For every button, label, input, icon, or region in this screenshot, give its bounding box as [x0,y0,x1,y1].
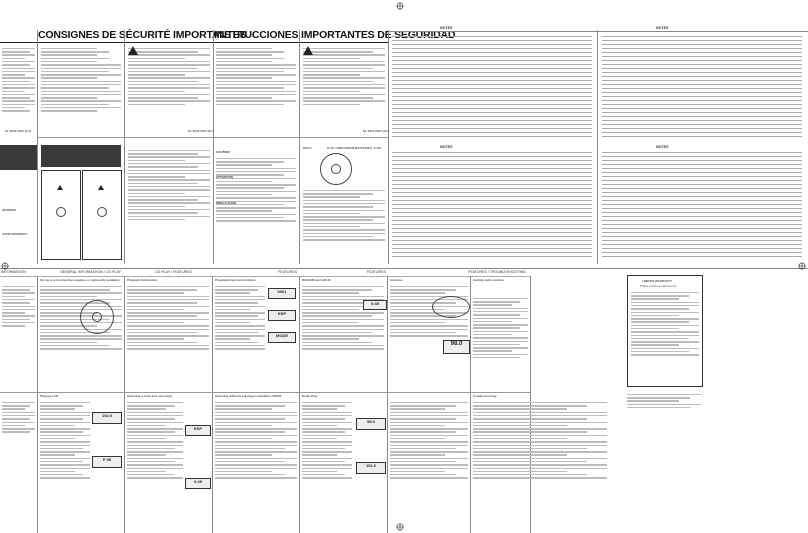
notes-line [392,112,592,113]
notes-line [602,128,802,129]
notes-line [392,88,592,89]
text-column-es-3 [216,156,296,260]
notes-line [392,208,592,209]
text-column-fr-3 [128,148,210,260]
mid-col-0 [2,284,35,384]
notes-line [602,92,802,93]
dark-panel-center [41,145,121,167]
diagram-label-hold: HOLD [303,146,312,150]
notes-line [392,68,592,69]
notes-line [392,204,592,205]
mid-subheader-5: Antenna [390,278,402,282]
warning-triangle-fr [128,46,138,55]
notes-line [602,64,802,65]
notes-label-2: NOTES [656,26,669,30]
warranty-subtitle: Philips Consumer Electronics [640,284,677,288]
notes-line [602,60,802,61]
dark-panel-left [0,145,37,170]
mid-subheader-4: RESUME and HOLD [302,278,331,282]
low-col-3 [215,400,297,525]
notes-line [392,132,592,133]
notes-line [602,76,802,77]
mid-subheader-2: Playback Information [127,278,158,282]
notes-line [392,252,592,253]
notes-line [602,116,802,117]
notes-line [602,208,802,209]
notes-line [602,188,802,189]
notes-line [392,156,592,157]
low-col-2 [127,400,183,525]
notes-line [392,84,592,85]
mid-subheader-3: Programming track numbers [215,278,257,282]
notes-line [602,252,802,253]
notes-line [602,168,802,169]
notes-line [392,104,592,105]
notes-line [602,96,802,97]
notes-line [602,80,802,81]
notes-line [602,48,802,49]
low-col-6 [473,400,607,525]
text-column-fr-1 [41,46,121,136]
caution-label: CAUTION [216,150,230,154]
low-subheader-2: Selecting a track and searching [127,394,173,398]
notes-line [392,200,592,201]
lcd-display-5: 98.0 [443,340,470,354]
notes-line [602,56,802,57]
divider-3 [213,30,214,264]
mid-subheader-1: On car use (connection supplies or optionally available) [40,278,120,282]
notes-label-1: NOTES [440,26,453,30]
notes-line [392,196,592,197]
text-column-es-1 [216,46,296,136]
notes-line [602,172,802,173]
title-french: CONSIGNES DE SÉCURITÉ IMPORTANTES [38,29,247,41]
notes-line [392,160,592,161]
notes-line [392,248,592,249]
notes-line [392,216,592,217]
divider-2 [124,30,125,264]
notes-line [392,220,592,221]
top-rule-right [388,31,808,32]
lcd-display-6: 102.0 [92,412,122,424]
notes-line [392,52,592,53]
low-subheader-4: Radio Play [302,394,318,398]
mid-header-4: FEATURES [278,270,297,274]
notes-line [602,84,802,85]
caution-triangle-2 [98,185,104,190]
notes-line [602,216,802,217]
mid-divider-5 [387,276,388,533]
mid-divider-4 [299,276,300,533]
notes-line [392,172,592,173]
warning-left: WARNING [2,208,17,212]
registration-mark-bottom [396,523,404,531]
notes-line [602,124,802,125]
notes-line [602,136,802,137]
notes-line [392,256,592,257]
low-col-5 [390,400,468,525]
notes-line [602,132,802,133]
notes-line [392,184,592,185]
notes-line [392,188,592,189]
notes-line [392,228,592,229]
warranty-footer-text [627,392,701,422]
notes-line [602,108,802,109]
notes-label-3: NOTES [440,145,453,149]
warranty-text [631,290,699,382]
low-subheader-5: Troubleshooting [473,394,497,398]
low-col-1 [40,400,90,525]
lcd-display-10: 102.0 [356,462,386,474]
notes-line [392,120,592,121]
notes-line [602,100,802,101]
notes-line [392,116,592,117]
notes-line [602,152,802,153]
notes-line [602,120,802,121]
notes-line [392,124,592,125]
divider-4 [299,30,300,264]
registration-mark-left [1,262,9,270]
notes-line [602,236,802,237]
notes-line [392,212,592,213]
notes-line [392,44,592,45]
text-column-es-4 [303,188,385,260]
notes-line [392,100,592,101]
notes-line [392,96,592,97]
notes-line [602,240,802,241]
divider-5 [388,30,389,264]
cd-player-spindle-1 [92,312,102,322]
notes-line [602,160,802,161]
text-column-es-2 [303,46,385,136]
mid-divider-3 [212,276,213,533]
notes-line [602,112,802,113]
notes-line [602,68,802,69]
low-subheader-3: Selecting different playing possibilities: MODE [215,394,282,398]
notes-line [392,108,592,109]
lcd-display-8: ESP [185,425,211,436]
notes-line [392,48,592,49]
notes-line [602,256,802,257]
low-subheader-1: Playing a CD [40,394,59,398]
mid-divider-6 [470,276,471,533]
notes-line [602,220,802,221]
notes-line [602,72,802,73]
mid-header-3: CD PLAY / FEATURES [155,270,192,274]
notes-line [392,236,592,237]
registration-mark-top [396,2,404,10]
notes-line [602,184,802,185]
mid-header-6: FEATURES / TROUBLESHOOTING [468,270,526,274]
notes-line [602,224,802,225]
notes-line [602,176,802,177]
warning-right: AVERTISSEMENT [2,232,28,236]
notes-line [392,240,592,241]
notes-line [602,44,802,45]
notes-line [392,72,592,73]
notes-line [392,92,592,93]
antenna-illustration [432,296,470,318]
lcd-display-2: ESP [268,310,296,321]
warning-triangle-es [303,46,313,55]
notes-line [392,76,592,77]
notes-line [602,156,802,157]
divider-1 [37,30,38,264]
low-band-rule [0,392,530,393]
notes-line [392,152,592,153]
notes-line [602,228,802,229]
cd-spindle [331,164,341,174]
lcd-display-1: 0001 [268,288,296,299]
notes-line [602,180,802,181]
notes-line [602,192,802,193]
mid-col-6 [473,296,528,386]
code-left: EL 2879 2000 (F)-9 [5,129,32,133]
mid-header-underline [0,276,530,277]
notes-line [602,40,802,41]
text-column-fr-2 [128,46,210,136]
mid-col-2 [127,284,209,384]
notes-line [602,200,802,201]
notes-line [392,128,592,129]
low-col-4 [302,400,352,525]
lcd-display-4: 0:45 [363,300,387,310]
notes-line [392,192,592,193]
warning-label-panel-1 [41,170,81,260]
notes-line [392,40,592,41]
diagram-label-batteries: BATTERIES / CAR [355,146,381,150]
code-french: EL 2879 2000 (F)-9 [188,129,215,133]
notes-line [392,180,592,181]
caution-triangle-1 [57,185,63,190]
mid-divider-1 [37,276,38,533]
text-column-0 [2,46,35,136]
mid-header-1: INFORMATION [1,270,26,274]
lcd-display-11: 0:45 [185,478,211,489]
middle-band-rule [0,268,808,269]
mid-header-2: GENERAL INFORMATION / CD PLAY [60,270,122,274]
notes-line [392,168,592,169]
notes-line [602,88,802,89]
diagram-label-clip: CLIP / VIBRATIONS [327,146,355,150]
warranty-title: LIMITED WARRANTY [642,279,673,283]
notes-line [602,244,802,245]
notes-line [392,60,592,61]
notes-line [602,164,802,165]
registration-mark-right [798,262,806,270]
notes-line [602,212,802,213]
notes-line [602,232,802,233]
notes-line [392,36,592,37]
seal-1 [56,207,66,217]
notes-line [602,204,802,205]
notes-line [392,80,592,81]
seal-2 [97,207,107,217]
top-rule-left [0,42,388,43]
mid-header-5: FEATURES [367,270,386,274]
divider-6 [597,30,598,264]
mid-subheader-6: Getting radio stations [473,278,505,282]
low-col-0 [2,400,35,525]
mid-col-1 [40,284,122,384]
notes-line [392,136,592,137]
code-spanish: EL 2879 2000 (S)-9 [363,129,390,133]
notes-line [392,56,592,57]
mid-col-3 [215,284,265,384]
notes-line [602,36,802,37]
notes-line [392,224,592,225]
notes-line [602,104,802,105]
notes-line [392,164,592,165]
notes-line [602,248,802,249]
lcd-display-3: MODE [268,332,296,343]
separator-mid-top [37,137,388,138]
warning-label-panel-2 [82,170,122,260]
notes-line [392,244,592,245]
notes-line [602,52,802,53]
mid-col-4 [302,284,384,384]
notes-line [392,64,592,65]
lcd-display-9: 98.0 [356,418,386,430]
lcd-display-7: P 08 [92,456,122,468]
title-spanish: INSTRUCCIONES IMPORTANTES DE SEGURIDAD [214,29,456,41]
notes-line [392,176,592,177]
notes-line [602,196,802,197]
mid-divider-2 [124,276,125,533]
notes-label-4: NOTES [656,145,669,149]
warranty-card [627,275,703,387]
notes-line [392,232,592,233]
